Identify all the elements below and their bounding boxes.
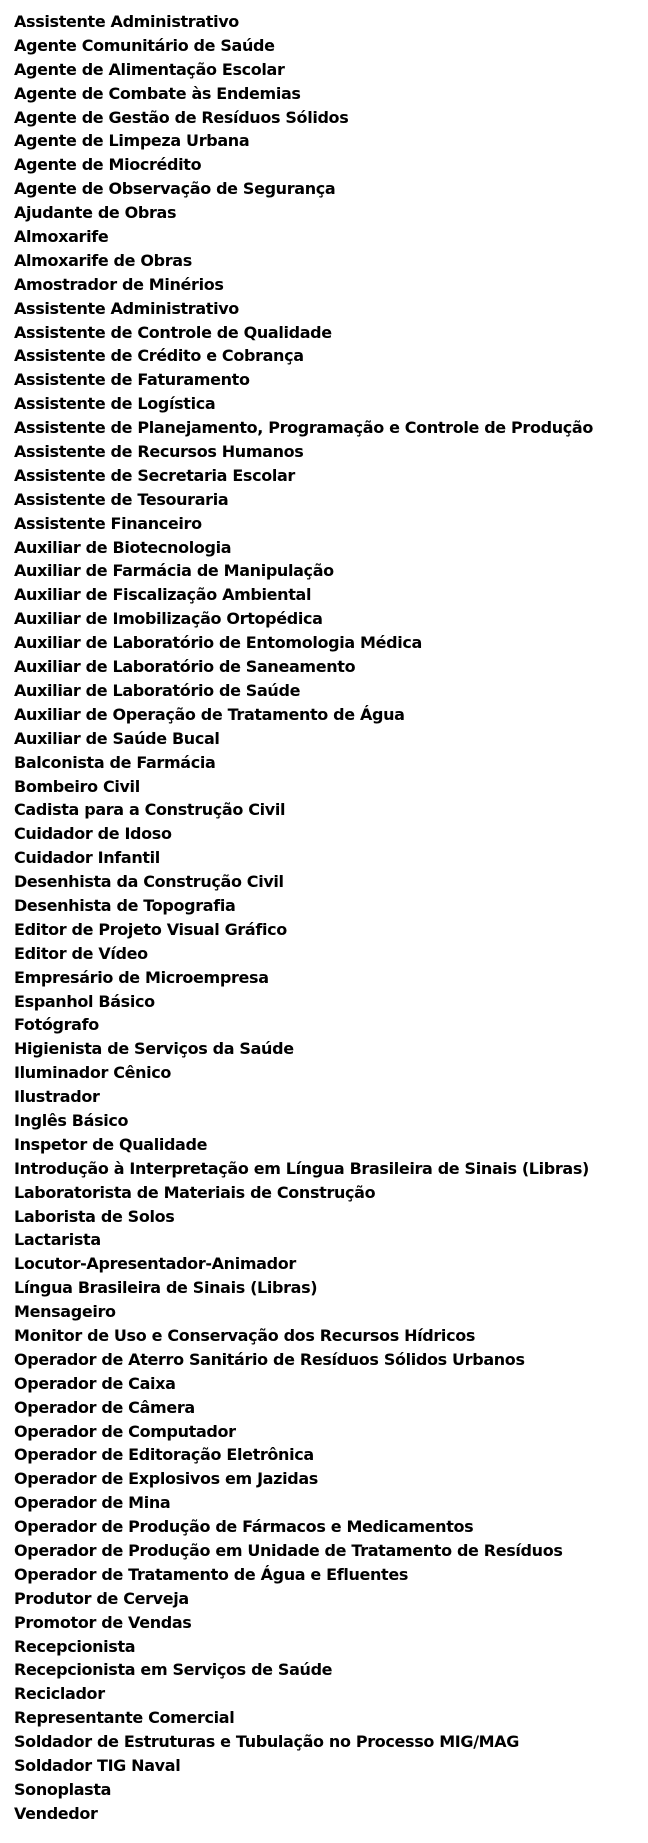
list-item: Assistente Financeiro — [14, 513, 202, 533]
list-item: Assistente de Controle de Qualidade — [14, 322, 332, 342]
list-item: Promotor de Vendas — [14, 1612, 192, 1632]
list-item: Assistente de Planejamento, Programação e Controle de Produção — [14, 418, 593, 438]
list-item: Inspetor de Qualidade — [14, 1134, 208, 1154]
list-item: Auxiliar de Laboratório de Entomologia Médica — [14, 633, 422, 653]
list-item: Auxiliar de Imobilização Ortopédica — [14, 609, 323, 629]
list-item: Operador de Produção de Fármacos e Medicamentos — [14, 1517, 474, 1537]
list-item: Agente de Limpeza Urbana — [14, 131, 250, 151]
list-item: Vendedor — [14, 1803, 98, 1823]
list-item: Cuidador Infantil — [14, 848, 160, 868]
list-item: Auxiliar de Operação de Tratamento de Água — [14, 704, 405, 724]
list-item: Língua Brasileira de Sinais (Libras) — [14, 1278, 318, 1298]
list-item: Espanhol Básico — [14, 991, 155, 1011]
list-item: Assistente de Recursos Humanos — [14, 442, 304, 462]
list-item: Monitor de Uso e Conservação dos Recursos Hídricos — [14, 1325, 476, 1345]
list-item: Cadista para a Construção Civil — [14, 800, 286, 820]
list-item: Lactarista — [14, 1230, 101, 1250]
list-item: Soldador de Estruturas e Tubulação no Processo MIG/MAG — [14, 1732, 520, 1752]
list-item: Editor de Projeto Visual Gráfico — [14, 919, 287, 939]
list-item: Assistente de Logística — [14, 394, 216, 414]
list-item: Empresário de Microempresa — [14, 967, 269, 987]
list-item: Agente de Observação de Segurança — [14, 179, 336, 199]
list-item: Assistente de Secretaria Escolar — [14, 465, 295, 485]
list-item: Editor de Vídeo — [14, 943, 148, 963]
list-item: Agente de Combate às Endemias — [14, 83, 301, 103]
list-item: Operador de Tratamento de Água e Efluentes — [14, 1564, 409, 1584]
list-item: Operador de Caixa — [14, 1373, 176, 1393]
list-item: Operador de Computador — [14, 1421, 236, 1441]
list-item: Operador de Mina — [14, 1493, 171, 1513]
list-item: Bombeiro Civil — [14, 776, 140, 796]
list-item: Cuidador de Idoso — [14, 824, 172, 844]
list-item: Ajudante de Obras — [14, 203, 177, 223]
list-item: Higienista de Serviços da Saúde — [14, 1039, 294, 1059]
list-item: Locutor-Apresentador-Animador — [14, 1254, 296, 1274]
list-item: Assistente de Tesouraria — [14, 489, 229, 509]
list-item: Balconista de Farmácia — [14, 752, 216, 772]
list-item: Almoxarife — [14, 227, 109, 247]
list-item: Sonoplasta — [14, 1779, 112, 1799]
list-item: Representante Comercial — [14, 1708, 235, 1728]
list-item: Desenhista de Topografia — [14, 895, 236, 915]
list-item: Auxiliar de Farmácia de Manipulação — [14, 561, 334, 581]
list-item: Assistente Administrativo — [14, 298, 239, 318]
list-item: Operador de Câmera — [14, 1397, 195, 1417]
list-item: Auxiliar de Laboratório de Saúde — [14, 680, 301, 700]
list-item: Auxiliar de Fiscalização Ambiental — [14, 585, 312, 605]
list-item: Auxiliar de Biotecnologia — [14, 537, 232, 557]
list-item: Almoxarife de Obras — [14, 250, 192, 270]
list-item: Ilustrador — [14, 1087, 100, 1107]
list-item: Auxiliar de Saúde Bucal — [14, 728, 220, 748]
list-item: Reciclador — [14, 1684, 105, 1704]
list-item: Amostrador de Minérios — [14, 274, 224, 294]
list-item: Assistente de Crédito e Cobrança — [14, 346, 304, 366]
list-item: Recepcionista — [14, 1636, 136, 1656]
list-item: Operador de Produção em Unidade de Tratamento de Resíduos — [14, 1541, 563, 1560]
list-item: Soldador TIG Naval — [14, 1756, 181, 1776]
list-item: Introdução à Interpretação em Língua Brasileira de Sinais (Libras) — [14, 1158, 590, 1178]
list-item: Agente de Gestão de Resíduos Sólidos — [14, 107, 349, 127]
list-item: Assistente Administrativo — [14, 12, 239, 31]
list-item: Auxiliar de Laboratório de Saneamento — [14, 657, 356, 677]
list-item: Fotógrafo — [14, 1015, 99, 1035]
list-item: Iluminador Cênico — [14, 1063, 172, 1083]
list-item: Desenhista da Construção Civil — [14, 872, 284, 892]
course-list — [14, 10, 593, 1826]
list-item: Recepcionista em Serviços de Saúde — [14, 1660, 333, 1680]
list-item: Produtor de Cerveja — [14, 1588, 189, 1608]
list-item: Operador de Explosivos em Jazidas — [14, 1469, 318, 1489]
list-item: Agente de Alimentação Escolar — [14, 59, 285, 79]
list-item: Agente Comunitário de Saúde — [14, 35, 275, 55]
list-item: Operador de Aterro Sanitário de Resíduos Sólidos Urbanos — [14, 1349, 525, 1369]
list-item: Mensageiro — [14, 1302, 116, 1322]
list-item: Inglês Básico — [14, 1110, 129, 1130]
list-item: Operador de Editoração Eletrônica — [14, 1445, 314, 1465]
list-item: Laboratorista de Materiais de Construção — [14, 1182, 376, 1202]
list-item: Assistente de Faturamento — [14, 370, 250, 390]
list-item: Laborista de Solos — [14, 1206, 175, 1226]
list-item: Agente de Miocrédito — [14, 155, 202, 175]
